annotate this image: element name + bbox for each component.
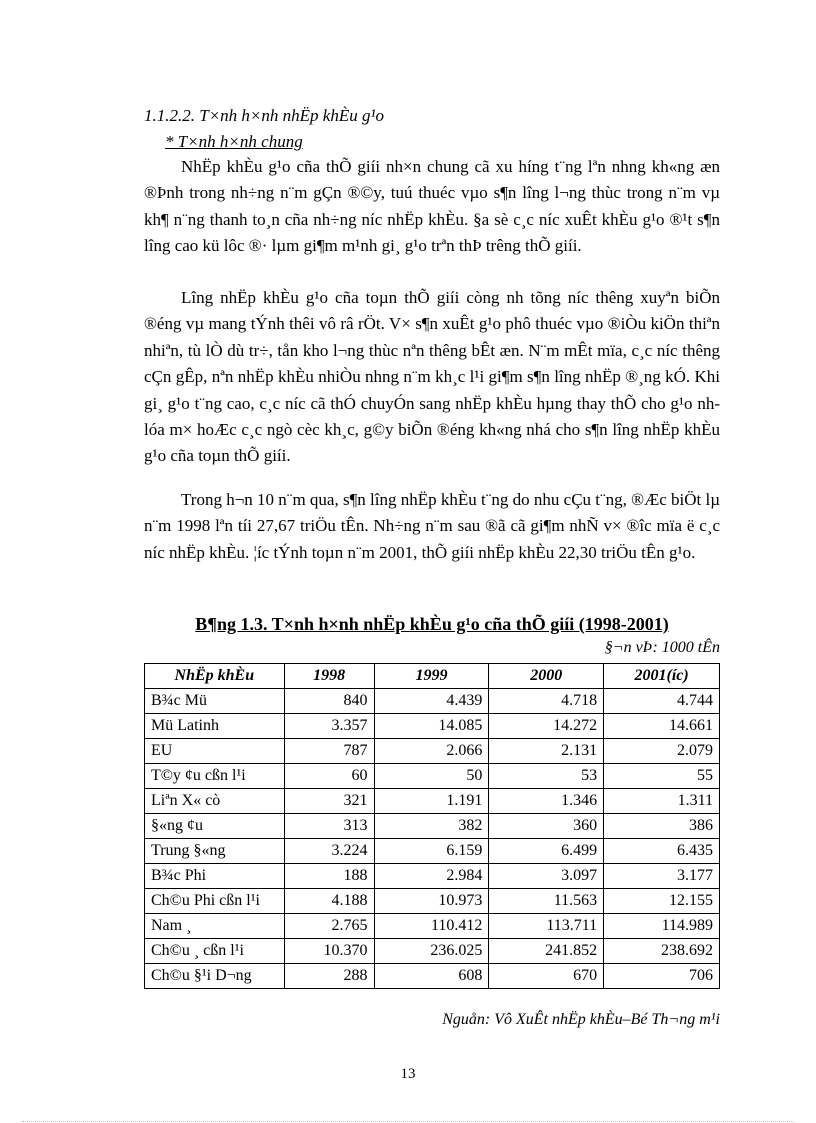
table-cell-value: 321	[284, 789, 374, 814]
table-cell-value: 188	[284, 864, 374, 889]
table-cell-value: 60	[284, 764, 374, 789]
table-cell-value: 55	[604, 764, 720, 789]
table-row	[145, 964, 720, 989]
table-cell-value: 6.159	[374, 839, 489, 864]
table-cell-region: Ch©u §¹i D¬ng	[145, 964, 285, 989]
table-cell-value: 4.439	[374, 689, 489, 714]
table-source: Nguån: Vô XuÊt nhËp khÈu–Bé Th¬ng m¹i	[442, 1011, 720, 1028]
table-row	[145, 739, 720, 764]
table-cell-value: 313	[284, 814, 374, 839]
table-cell-value: 11.563	[489, 889, 604, 914]
table-cell-region: Trung §«ng	[145, 839, 285, 864]
table-cell-value: 1.191	[374, 789, 489, 814]
table-cell-value: 787	[284, 739, 374, 764]
table-cell-value: 2.066	[374, 739, 489, 764]
table-cell-value: 386	[604, 814, 720, 839]
page-bottom-divider	[22, 1121, 794, 1122]
table-cell-value: 288	[284, 964, 374, 989]
table-row	[145, 864, 720, 889]
paragraph: Trong h¬n 10 n¨m qua, s¶n lîng nhËp khÈu t¨ng do nhu cÇu t¨ng, ®Æc biÖt lµ n¨m 1998 lªn tíi 27,67 triÖu tÊn. Nh÷ng n¨m sau ®ã cã gi¶m nhÑ v× ®îc mïa ë c¸c níc nhËp khÈu. ¦íc tÝnh toµn n¨m 2001, thÕ giíi nhËp khÈu 22,30 triÖu tÊn g¹o.	[144, 490, 720, 562]
table-cell-value: 382	[374, 814, 489, 839]
table-row	[145, 839, 720, 864]
table-cell-region: T©y ¢u cßn l¹i	[145, 764, 285, 789]
table-cell-value: 2.079	[604, 739, 720, 764]
table-cell-value: 3.224	[284, 839, 374, 864]
table-cell-value: 3.177	[604, 864, 720, 889]
section-subheading: * T×nh h×nh chung	[165, 132, 303, 151]
table-cell-value: 4.718	[489, 689, 604, 714]
table-cell-value: 50	[374, 764, 489, 789]
table-cell-value: 3.357	[284, 714, 374, 739]
header-1999: 1999	[374, 664, 489, 689]
table-cell-value: 10.973	[374, 889, 489, 914]
table-row	[145, 814, 720, 839]
table-cell-value: 1.346	[489, 789, 604, 814]
table-cell-value: 110.412	[374, 914, 489, 939]
table-cell-region: Liªn X« cò	[145, 789, 285, 814]
table-row	[145, 914, 720, 939]
table-cell-value: 2.765	[284, 914, 374, 939]
table-cell-region: B¾c Phi	[145, 864, 285, 889]
table-cell-value: 241.852	[489, 939, 604, 964]
header-2000: 2000	[489, 664, 604, 689]
table-cell-region: Nam ¸	[145, 914, 285, 939]
table-cell-value: 14.272	[489, 714, 604, 739]
table-row	[145, 764, 720, 789]
table-cell-region: EU	[145, 739, 285, 764]
table-cell-region: Ch©u ¸ cßn l¹i	[145, 939, 285, 964]
table-row	[145, 689, 720, 714]
paragraph: Lîng nhËp khÈu g¹o cña toµn thÕ giíi còng nh tõng níc thêng xuyªn biÕn ®éng vµ mang tÝnh thêi vô râ rÖt. V× s¶n xuÊt g¹o phô thuéc vµo ®iÒu kiÖn thiªn nhiªn, tù lÒ dù tr÷, tån kho l¬ng thùc nªn thêng bÊt æn. N¨m mÊt mïa, c¸c níc thêng cÇn gÊp, nªn nhËp khÈu nhiÒu nhng n¨m kh¸c l¹i gi¶m s¶n lîng nhËp ®¸ng kÓ. Khi gi¸ g¹o t¨ng cao, c¸c níc cã thÓ chuyÓn sang nhËp khÈu hµng thay thÕ cho g¹o nh lóa m× hoÆc c¸c ngò cèc kh¸c, g©y biÕn ®éng kh«ng nhá cho s¶n lîng nhËp khÈu g¹o cña toµn thÕ giíi.	[144, 288, 720, 466]
table-cell-value: 360	[489, 814, 604, 839]
table-cell-value: 14.085	[374, 714, 489, 739]
table-cell-value: 113.711	[489, 914, 604, 939]
page-number: 13	[400, 1066, 416, 1082]
table-row	[145, 939, 720, 964]
table-cell-region: §«ng ¢u	[145, 814, 285, 839]
table-cell-value: 840	[284, 689, 374, 714]
table-caption: B¶ng 1.3. T×nh h×nh nhËp khÈu g¹o cña thÕ giíi (1998-2001)	[195, 614, 669, 634]
table-cell-value: 2.984	[374, 864, 489, 889]
table-cell-value: 706	[604, 964, 720, 989]
table-row	[145, 789, 720, 814]
table-cell-value: 6.435	[604, 839, 720, 864]
table-cell-region: Mü Latinh	[145, 714, 285, 739]
table-cell-value: 10.370	[284, 939, 374, 964]
import-table	[144, 663, 720, 989]
table-cell-value: 12.155	[604, 889, 720, 914]
table-cell-value: 236.025	[374, 939, 489, 964]
table-cell-value: 2.131	[489, 739, 604, 764]
table-cell-value: 53	[489, 764, 604, 789]
paragraph: NhËp khÈu g¹o cña thÕ giíi nh×n chung cã xu híng t¨ng lªn nhng kh«ng æn ®Þnh trong nh÷ng n¨m gÇn ®©y, tuú thuéc vµo s¶n lîng l¬ng thùc trong n¨m vµ kh¶ n¨ng thanh to¸n cña nh÷ng níc nhËp khÈu. §a sè c¸c níc xuÊt khÈu g¹o ®¹t s¶n lîng cao kü lôc ®· lµm gi¶m m¹nh gi¸ g¹o trªn thÞ trêng thÕ giíi.	[144, 157, 720, 256]
table-cell-value: 238.692	[604, 939, 720, 964]
table-header-row	[145, 664, 720, 689]
table-cell-value: 4.744	[604, 689, 720, 714]
section-heading: 1.1.2.2. T×nh h×nh nhËp khÈu g¹o	[144, 106, 385, 125]
header-2001: 2001(íc)	[604, 664, 720, 689]
table-cell-value: 14.661	[604, 714, 720, 739]
table-cell-value: 4.188	[284, 889, 374, 914]
table-row	[145, 889, 720, 914]
table-cell-region: Ch©u Phi cßn l¹i	[145, 889, 285, 914]
table-cell-value: 3.097	[489, 864, 604, 889]
table-cell-value: 670	[489, 964, 604, 989]
table-cell-value: 6.499	[489, 839, 604, 864]
header-1998: 1998	[284, 664, 374, 689]
table-cell-value: 1.311	[604, 789, 720, 814]
table-cell-value: 608	[374, 964, 489, 989]
table-unit: §¬n vÞ: 1000 tÊn	[604, 639, 720, 656]
table-cell-region: B¾c Mü	[145, 689, 285, 714]
table-row	[145, 714, 720, 739]
table-cell-value: 114.989	[604, 914, 720, 939]
header-region: NhËp khÈu	[145, 664, 285, 689]
